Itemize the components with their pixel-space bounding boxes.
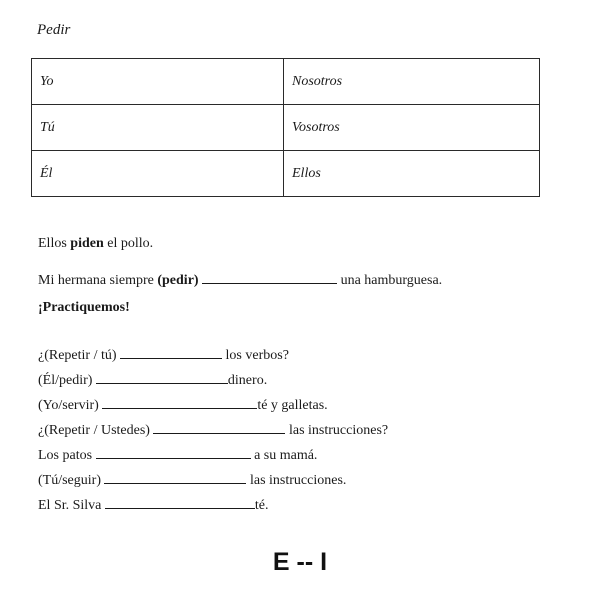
- answer-blank[interactable]: [104, 469, 246, 484]
- exercise-prompt: (Tú/seguir): [38, 473, 101, 488]
- example-text: una hamburguesa.: [337, 273, 443, 288]
- exercise-ending: los verbos?: [225, 348, 289, 363]
- exercise-prompt: ¿(Repetir / Ustedes): [38, 423, 150, 438]
- conjugation-table: [31, 58, 540, 197]
- table-cell: Ellos: [284, 151, 540, 197]
- table-cell: Vosotros: [284, 105, 540, 151]
- exercise-line: [38, 494, 269, 514]
- table-row: [32, 105, 540, 151]
- exercise-prompt: (Yo/servir): [38, 398, 99, 413]
- exercise-ending: té.: [254, 498, 269, 513]
- table-row: [32, 59, 540, 105]
- practice-heading: ¡Practiquemos!: [38, 300, 130, 315]
- example-verb: piden: [70, 236, 104, 251]
- table-row: [32, 151, 540, 197]
- page-title: Pedir: [37, 22, 71, 38]
- exercise-line: [38, 369, 267, 389]
- exercise-line: [38, 444, 317, 464]
- exercise-prompt: (Él/pedir): [38, 373, 93, 388]
- exercise-ending: a su mamá.: [254, 448, 318, 463]
- answer-blank[interactable]: [96, 369, 228, 384]
- exercise-line: [38, 394, 328, 414]
- example-sentence-1: [38, 236, 153, 252]
- exercise-ending: las instrucciones.: [249, 473, 347, 488]
- exercise-prompt: ¿(Repetir / tú): [38, 348, 117, 363]
- answer-blank[interactable]: [202, 269, 337, 284]
- answer-blank[interactable]: [105, 494, 255, 509]
- exercise-prompt: Los patos: [38, 448, 93, 463]
- table-cell: Tú: [32, 105, 284, 151]
- example-verb: (pedir): [157, 273, 199, 288]
- exercise-ending: té y galletas.: [257, 398, 328, 413]
- example-text: el pollo.: [103, 236, 154, 251]
- table-cell: Nosotros: [284, 59, 540, 105]
- exercise-line: [38, 469, 346, 489]
- answer-blank[interactable]: [96, 444, 251, 459]
- table-cell: Yo: [32, 59, 284, 105]
- exercise-ending: las instrucciones?: [288, 423, 389, 438]
- page-footer-label: E -- I: [272, 548, 328, 576]
- example-sentence-2: [38, 269, 442, 289]
- answer-blank[interactable]: [153, 419, 285, 434]
- exercise-line: [38, 344, 289, 364]
- example-text: Mi hermana siempre: [38, 273, 158, 288]
- answer-blank[interactable]: [102, 394, 257, 409]
- answer-blank[interactable]: [120, 344, 222, 359]
- example-text: Ellos: [38, 236, 71, 251]
- exercise-prompt: El Sr. Silva: [38, 498, 102, 513]
- exercise-line: [38, 419, 388, 439]
- table-cell: Él: [32, 151, 284, 197]
- exercise-ending: dinero.: [227, 373, 268, 388]
